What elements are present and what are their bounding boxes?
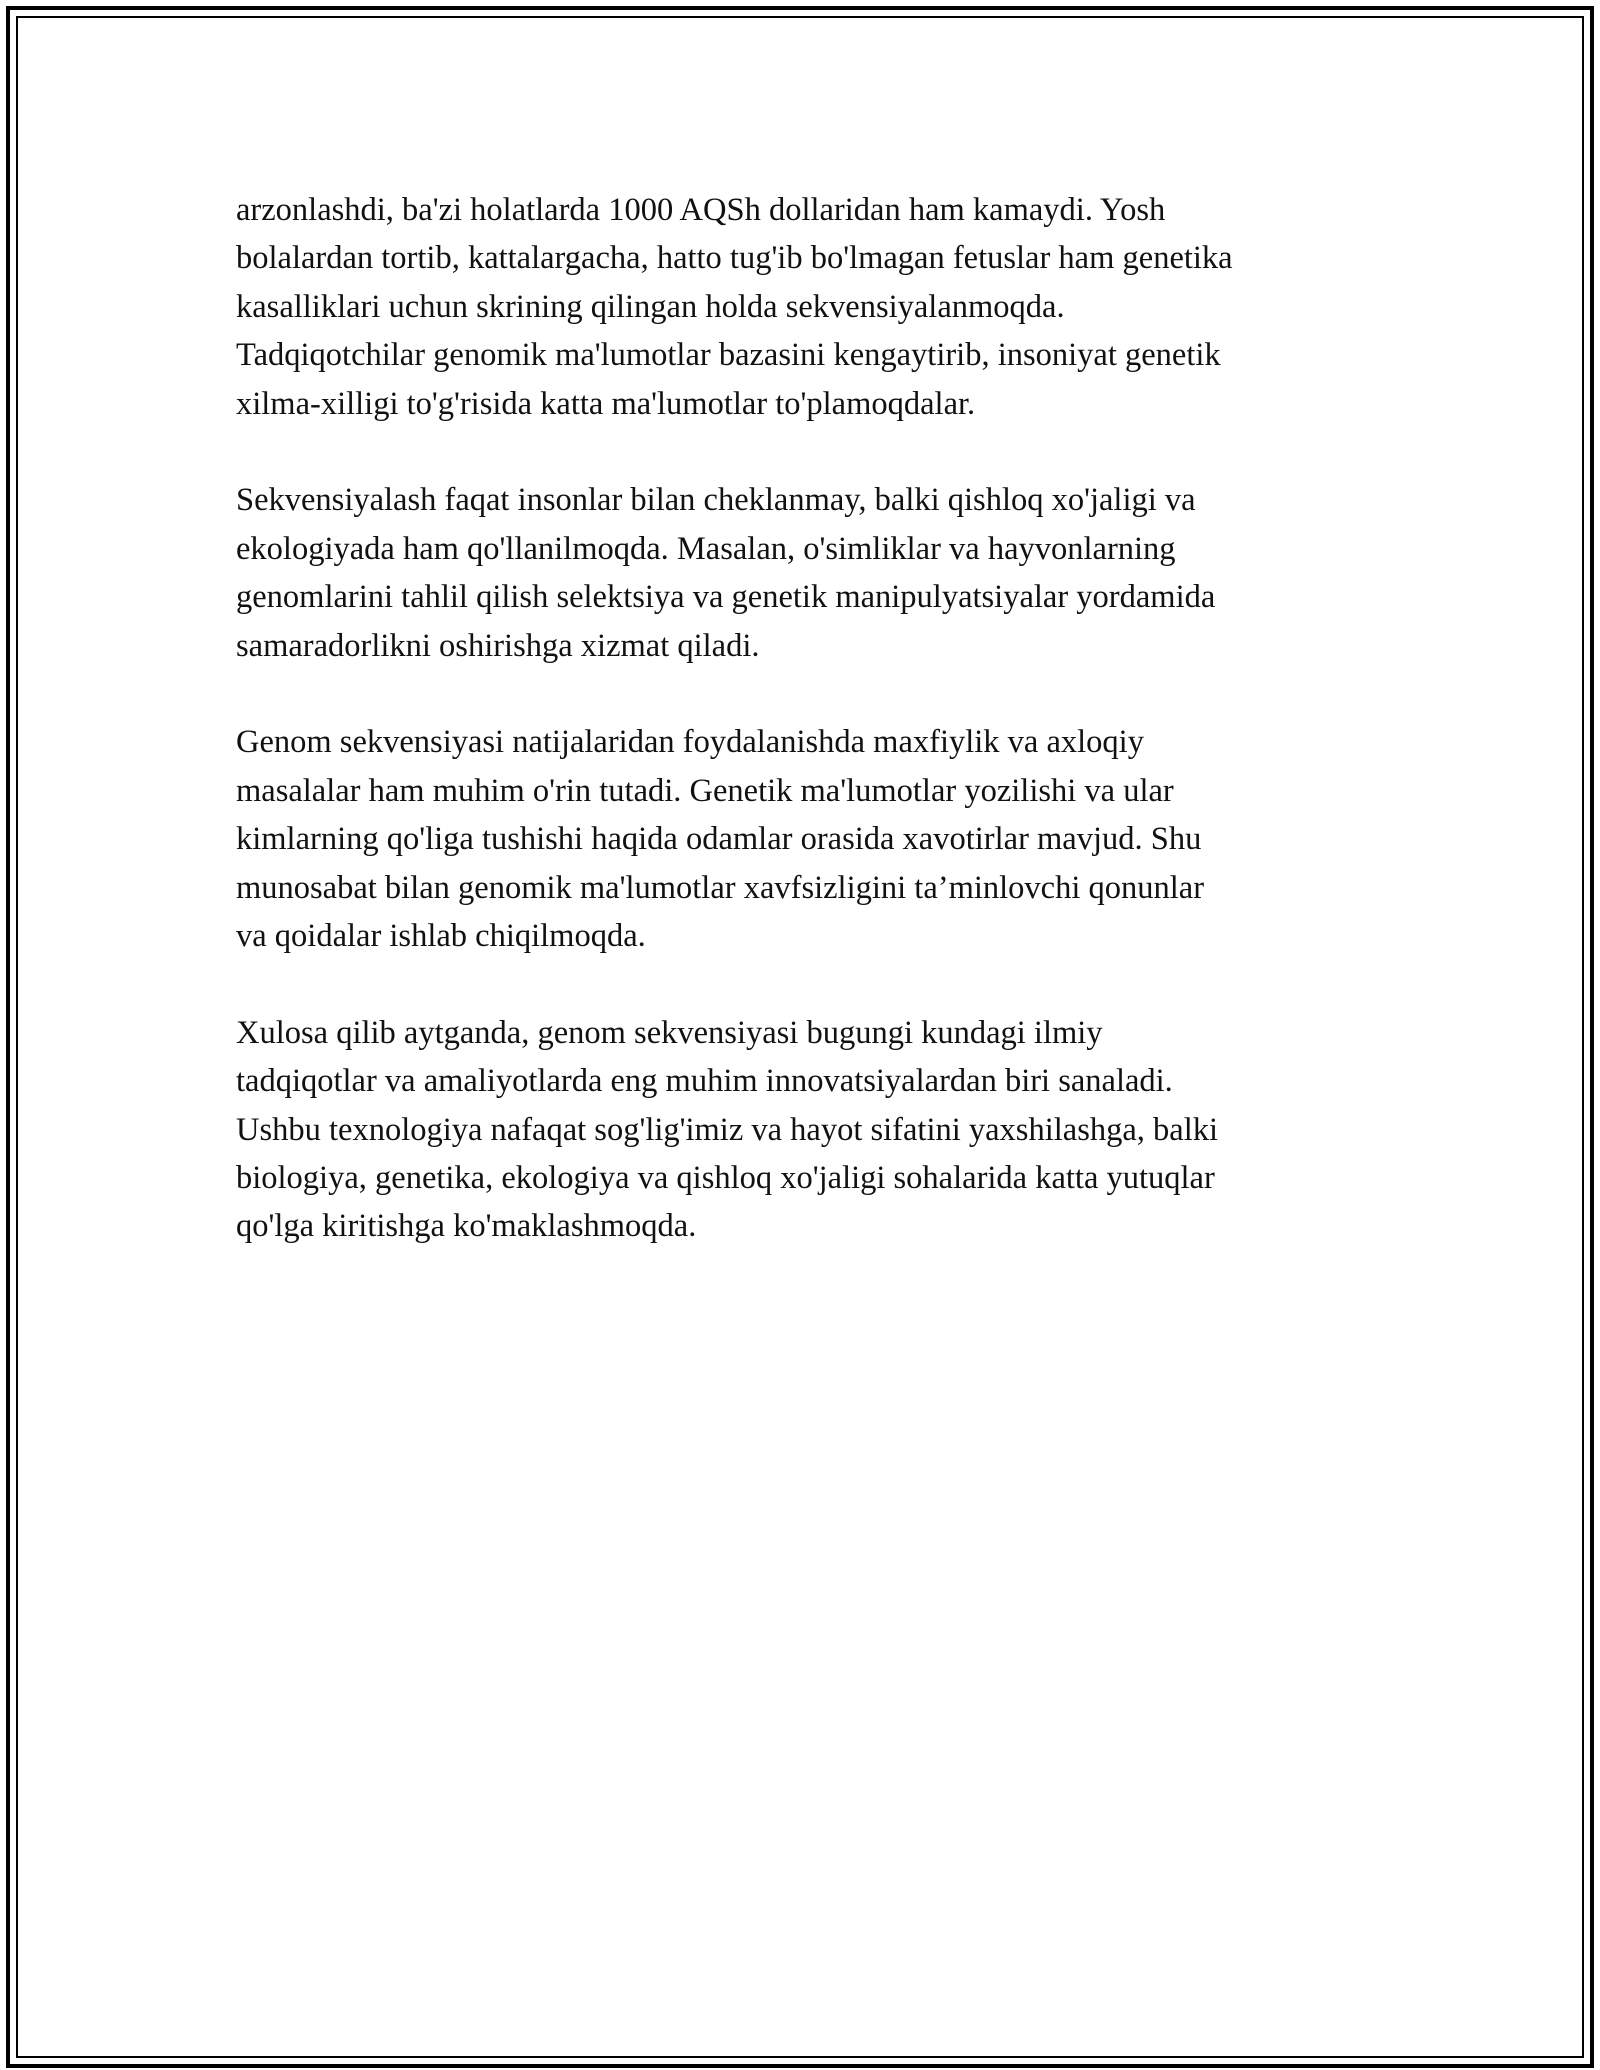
paragraph-line: Sekvensiyalash faqat insonlar bilan cheklanmay, balki qishloq xo'jaligi va bbox=[236, 482, 1196, 519]
paragraph-2 bbox=[236, 476, 1376, 670]
paragraph-line: Genom sekvensiyasi natijalaridan foydalanishda maxfiylik va axloqiy bbox=[236, 724, 1144, 761]
paragraph-line: masalalar ham muhim o'rin tutadi. Genetik ma'lumotlar yozilishi va ular bbox=[236, 772, 1174, 809]
paragraph-line: biologiya, genetika, ekologiya va qishloq xo'jaligi sohalarida katta yutuqlar bbox=[236, 1160, 1215, 1197]
paragraph-line: genomlarini tahlil qilish selektsiya va genetik manipulyatsiyalar yordamida bbox=[236, 579, 1216, 616]
paragraph-line: kasalliklari uchun skrining qilingan holda sekvensiyalanmoqda. bbox=[236, 288, 1065, 325]
paragraph-line: Ushbu texnologiya nafaqat sog'lig'imiz va hayot sifatini yaxshilashga, balki bbox=[236, 1111, 1218, 1148]
paragraph-line: va qoidalar ishlab chiqilmoqda. bbox=[236, 918, 646, 955]
paragraph-line: kimlarning qo'liga tushishi haqida odamlar orasida xavotirlar mavjud. Shu bbox=[236, 821, 1202, 858]
paragraph-4 bbox=[236, 1009, 1376, 1251]
paragraph-line: tadqiqotlar va amaliyotlarda eng muhim innovatsiyalardan biri sanaladi. bbox=[236, 1063, 1173, 1100]
document-body bbox=[236, 186, 1376, 1299]
paragraph-line: munosabat bilan genomik ma'lumotlar xavfsizligini ta’minlovchi qonunlar bbox=[236, 869, 1205, 906]
paragraph-line: samaradorlikni oshirishga xizmat qiladi. bbox=[236, 627, 760, 664]
paragraph-line: bolalardan tortib, kattalargacha, hatto tug'ib bo'lmagan fetuslar ham genetika bbox=[236, 240, 1233, 277]
paragraph-line: Tadqiqotchilar genomik ma'lumotlar bazasini kengaytirib, insoniyat genetik bbox=[236, 337, 1221, 374]
paragraph-3 bbox=[236, 718, 1376, 960]
paragraph-line: arzonlashdi, ba'zi holatlarda 1000 AQSh dollaridan ham kamaydi. Yosh bbox=[236, 192, 1166, 228]
paragraph-1 bbox=[236, 186, 1376, 428]
paragraph-line: xilma-xilligi to'g'risida katta ma'lumotlar to'plamoqdalar. bbox=[236, 385, 976, 422]
paragraph-line: ekologiyada ham qo'llanilmoqda. Masalan, o'simliklar va hayvonlarning bbox=[236, 530, 1176, 567]
paragraph-line: Xulosa qilib aytganda, genom sekvensiyasi bugungi kundagi ilmiy bbox=[236, 1014, 1103, 1051]
paragraph-line: qo'lga kiritishga ko'maklashmoqda. bbox=[236, 1208, 697, 1245]
